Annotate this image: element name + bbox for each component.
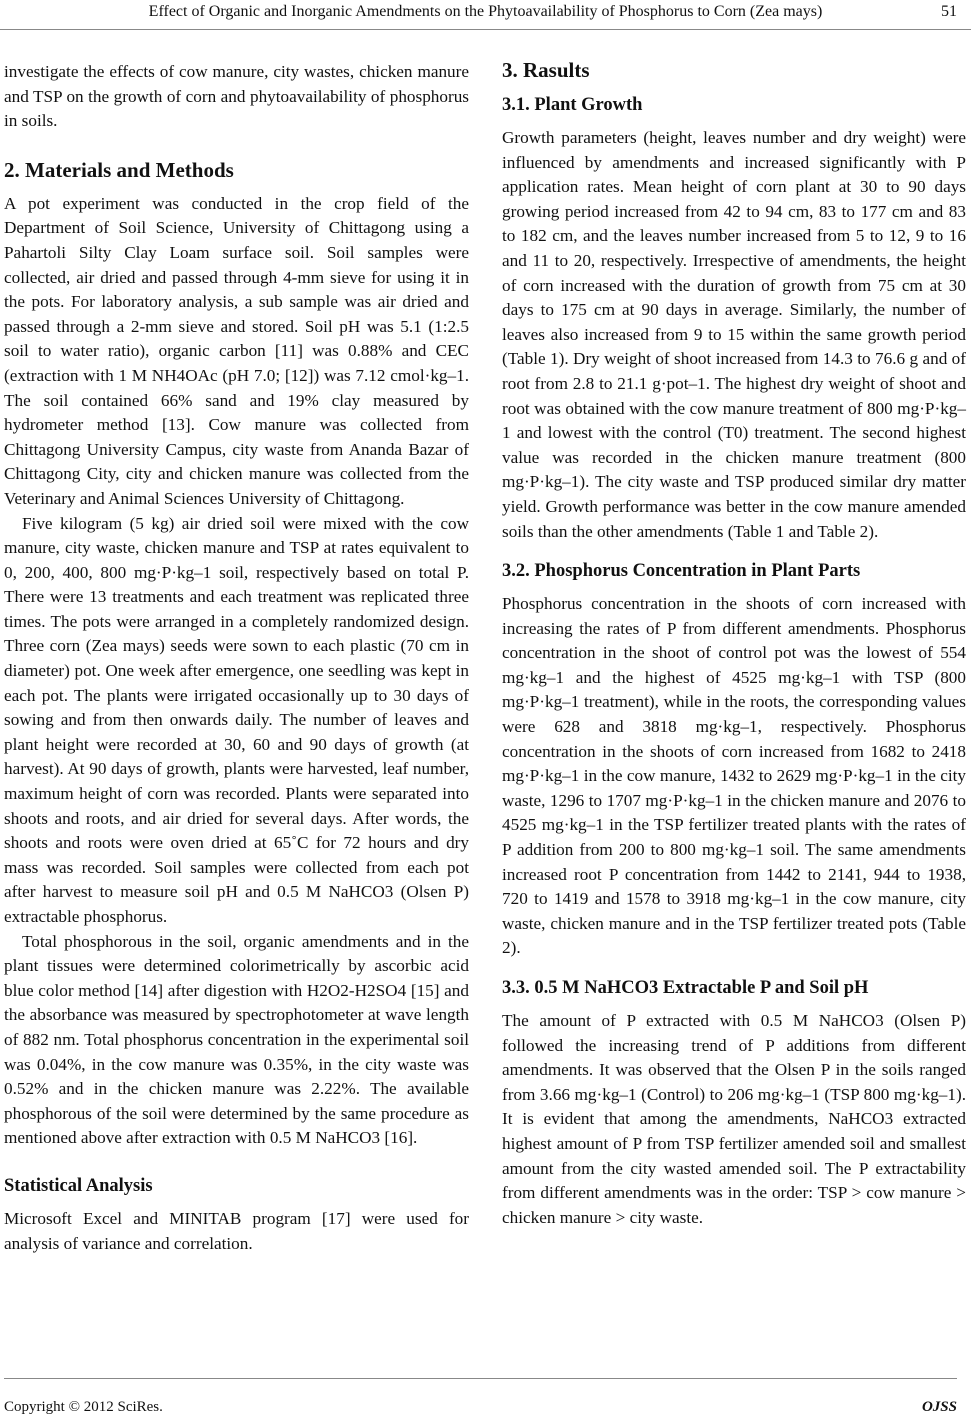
section-heading-results: 3. Rasults bbox=[502, 58, 590, 82]
intro-continuation: investigate the effects of cow manure, city wastes, chicken manure and TSP on the growth of corn and phytoavailability of phosphorus in soils. bbox=[4, 62, 469, 131]
header-rule bbox=[0, 29, 971, 30]
page-number: 51 bbox=[941, 3, 957, 20]
subsection-heading-phosphorus-concentration: 3.2. Phosphorus Concentration in Plant Parts bbox=[502, 561, 861, 582]
phosphorus-concentration-paragraph: Phosphorus concentration in the shoots of corn increased with increasing the rates of P from different amendments. Phosphorus concentration in the shoot of control pot was the lowest of 554 mg·kg–1 and the highest of 4525 mg·kg–1 with TSP (800 mg·P·kg–1 treatment), while in the roots, the corresponding values were 628 and 3818 mg·kg–1, respectively. Phosphorus concentration in the shoots of corn increased from 1682 to 2418 mg·P·kg–1 in the cow manure, 1432 to 2629 mg·P·kg–1 in the city waste, 1296 to 1707 mg·P·kg–1 in the chicken manure and 2076 to 4525 mg·kg–1 in the TSP fertilizer treated plants with the rates of P addition from 200 to 800 mg·kg–1 soil. The same amendments increased root P concentration from 1442 to 2141, 944 to 1938, 720 to 1419 and 1578 to 3918 mg·kg–1 in the cow manure, city waste, chicken manure and in the TSP fertilizer treated pots (Table 2). bbox=[502, 594, 966, 958]
section-heading-methods: 2. Materials and Methods bbox=[4, 157, 234, 182]
methods-paragraph-2: Five kilogram (5 kg) air dried soil were mixed with the cow manure, city waste, chicken manure and TSP at rates equivalent to 0, 200, 400, 800 mg·P·kg–1 soil, respectively based on total P. There were 13 treatments and each treatment was replicated three times. The pots were arranged in a completely randomized design. Three corn (Zea mays) seeds were sown to each plastic (70 cm in diameter) pot. One week after emergence, one seedling was kept in each pot. The plants were irrigated occasionally up to 30 days of sowing and from then onwards daily. The number of leaves and plant height were recorded at 30, 60 and 90 days of growth (at harvest). At 90 days of growth, plants were harvested, leaf number, maximum height of corn was recorded. Plants were separated into shoots and roots, and air dried for several days. After words, the shoots and roots were oven dried at 65˚C for 72 hours and dry mass was recorded. Soil samples were collected from each pot after harvest to measure soil pH and 0.5 M NaHCO3 (Olsen P) extractable phosphorus. bbox=[4, 513, 469, 926]
plant-growth-paragraph: Growth parameters (height, leaves number and dry weight) were influenced by amendments and increased significantly with P application rates. Mean height of corn plant at 30 to 90 days growing period increased from 42 to 94 cm, 83 to 177 cm and 83 to 182 cm, and the leaves number increased from 5 to 12, 9 to 16 and 11 to 20, respectively. Irrespective of amendments, the height of corn increased with the duration of growth from 75 cm at 30 days to 175 cm at 90 days in average. Similarly, the number of leaves also increased from 9 to 15 within the same growth period (Table 1). Dry weight of shoot increased from 14.3 to 76.6 g and of root from 2.8 to 21.1 g·pot–1. The highest dry weight of shoot and root was obtained with the cow manure treatment of 800 mg·P·kg–1 and lowest with the control (T0) treatment. The second highest value was recorded in the chicken manure treatment (800 mg·P·kg–1). The city waste and TSP produced similar dry matter yield. Growth performance was better in the cow manure amended soils than the other amendments (Table 1 and Table 2). bbox=[502, 128, 966, 541]
journal-abbreviation: OJSS bbox=[921, 1399, 957, 1415]
running-title: Effect of Organic and Inorganic Amendments on the Phytoavailability of Phosphorus to Corn (Zea mays) bbox=[148, 3, 823, 20]
subsection-heading-olsen-p: 3.3. 0.5 M NaHCO3 Extractable P and Soil pH bbox=[502, 978, 869, 998]
right-column bbox=[502, 60, 966, 1230]
copyright-text: Copyright © 2012 SciRes. bbox=[4, 1399, 163, 1415]
statistics-paragraph: Microsoft Excel and MINITAB program [17] were used for analysis of variance and correlation. bbox=[4, 1208, 469, 1253]
left-column bbox=[4, 60, 469, 1256]
running-header bbox=[0, 3, 971, 23]
methods-paragraph-3: Total phosphorous in the soil, organic amendments and in the plant tissues were determined colorimetrically by ascorbic acid blue color method [14] after digestion with H2O2-H2SO4 [15] and the absorbance was measured by spectrophotometer at wave length of 882 nm. Total phosphorus concentration in the experimental soil was 0.04%, in the cow manure was 0.35%, in the city waste was 0.52% and in the chicken manure was 2.22%. The available phosphorous of the soil were determined by the same procedure as mentioned above after extraction with 0.5 M NaHCO3 [16]. bbox=[4, 931, 469, 1148]
section-heading-statistics: Statistical Analysis bbox=[4, 1175, 153, 1196]
olsen-p-paragraph: The amount of P extracted with 0.5 M NaHCO3 (Olsen P) followed the increasing trend of P additions from different amendments. It was observed that the Olsen P in the soils ranged from 3.66 mg·kg–1 (Control) to 206 mg·kg–1 (TSP 800 mg·kg–1). It is evident that among the amendments, NaHCO3 extracted highest amount of P from TSP fertilizer amended soil and smallest amount from the city wasted amended soil. The P extractability from different amendments was in the order: TSP > cow manure > chicken manure > city waste. bbox=[502, 1011, 966, 1227]
subsection-heading-plant-growth: 3.1. Plant Growth bbox=[502, 95, 643, 115]
page-footer bbox=[4, 1378, 957, 1415]
methods-paragraph-1: A pot experiment was conducted in the crop field of the Department of Soil Science, University of Chittagong using a Pahartoli Silty Clay Loam surface soil. Soil samples were collected, air dried and passed through 4-mm sieve for using it in the pots. For laboratory analysis, a sub sample was air dried and passed through a 2-mm sieve and stored. Soil pH was 5.1 (1:2.5 soil to water ratio), organic carbon [11] was 0.88% and CEC (extraction with 1 M NH4OAc (pH 7.0; [12]) was 7.12 cmol·kg–1. The soil contained 66% sand and 19% clay measured by hydrometer method [13]. Cow manure was collected from Chittagong University Campus, city waste from Ananda Bazar of Chittagong City, city and chicken manure was collected from the Veterinary and Animal Sciences University of Chittagong. bbox=[4, 193, 469, 508]
